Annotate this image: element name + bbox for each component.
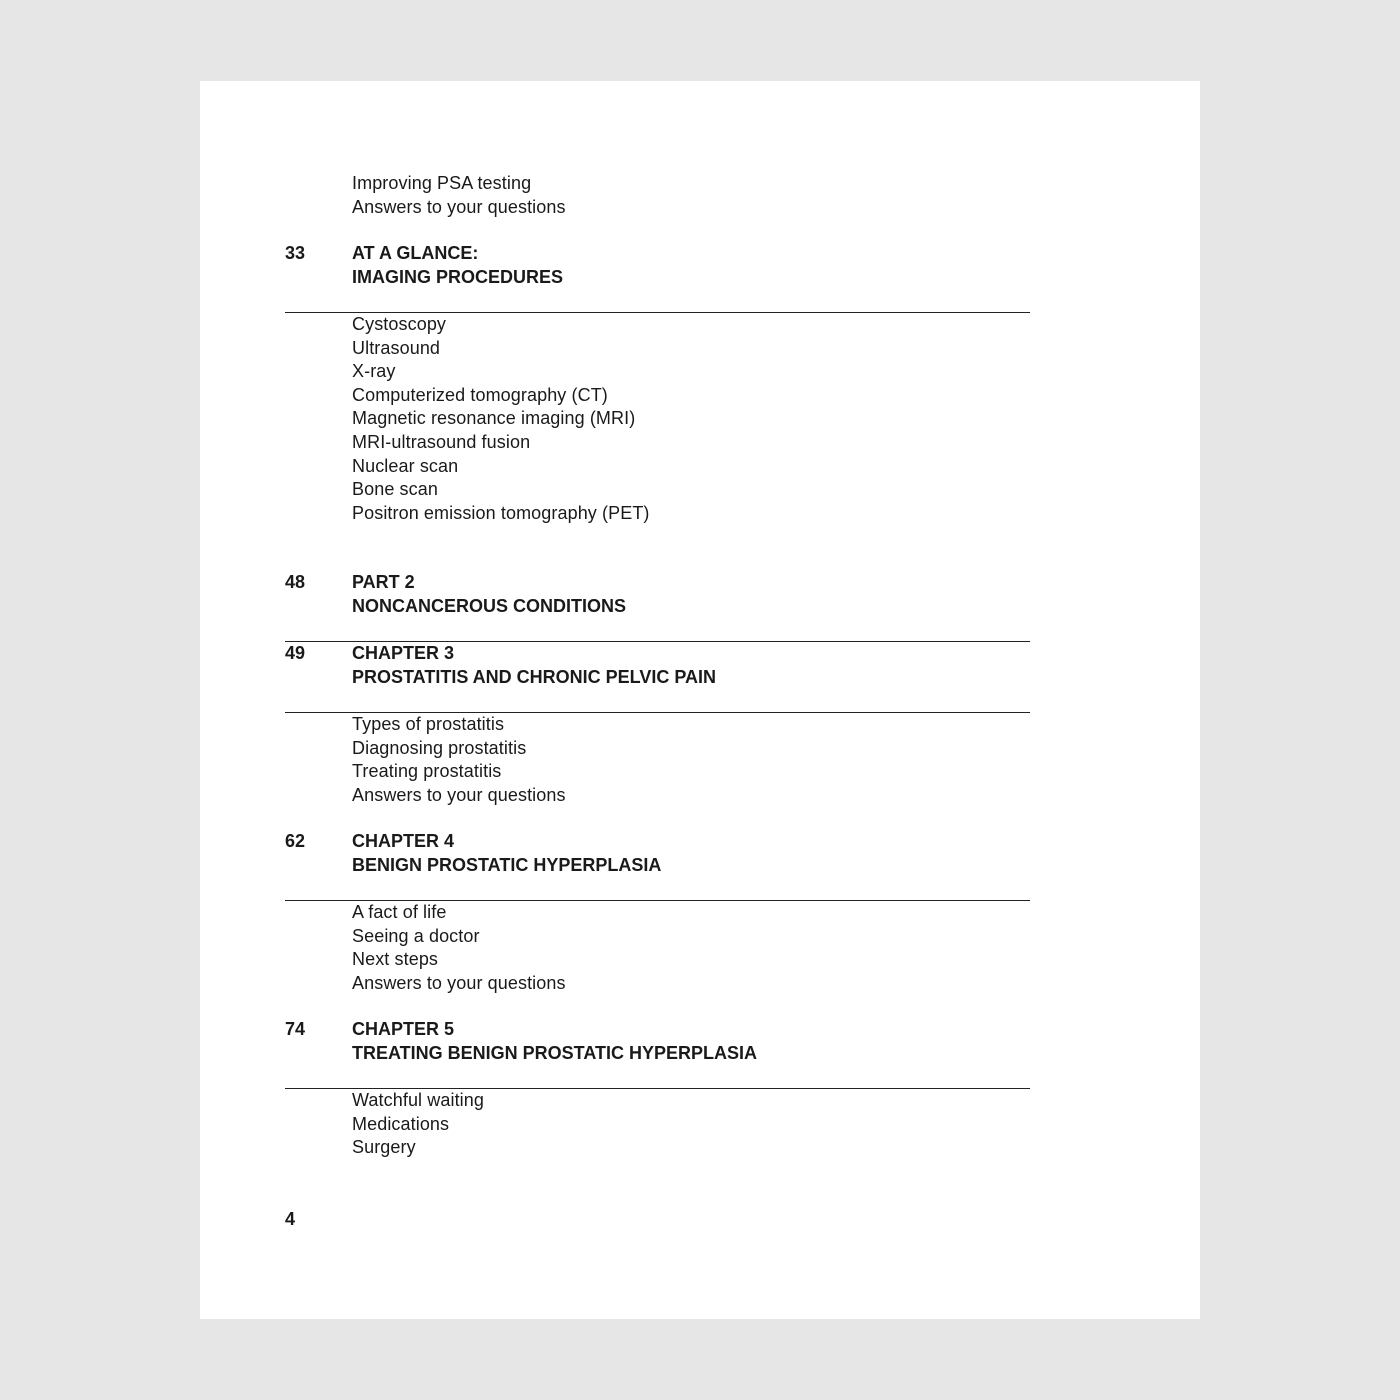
toc-page-number: 33 xyxy=(285,243,306,263)
book-page xyxy=(200,81,1200,1319)
toc-subentry: A fact of life xyxy=(352,902,447,922)
toc-subentry: MRI-ultrasound fusion xyxy=(352,431,531,452)
toc-heading-title: CHAPTER 5 TREATING BENIGN PROSTATIC HYPERPLASIA xyxy=(352,1019,758,1063)
toc-subentry: Diagnosing prostatitis xyxy=(352,737,527,758)
toc-subentry: Treating prostatitis xyxy=(352,761,502,782)
toc-heading-chapter-3 xyxy=(285,642,1030,713)
toc-heading-title: CHAPTER 3 PROSTATITIS AND CHRONIC PELVIC PAIN xyxy=(352,643,717,687)
toc-subentry: Nuclear scan xyxy=(352,455,459,476)
toc-subentry: Watchful waiting xyxy=(352,1090,484,1110)
intro-entry-list xyxy=(352,172,566,219)
imaging-entry-list xyxy=(352,313,650,525)
toc-subentry: X-ray xyxy=(352,361,396,382)
toc-heading-imaging xyxy=(285,242,1030,313)
page-number: 4 xyxy=(285,1209,296,1229)
toc-subentry: Ultrasound xyxy=(352,337,441,358)
toc-heading-chapter-5 xyxy=(285,1018,1030,1089)
toc-subentry: Answers to your questions xyxy=(352,972,566,993)
toc-heading-title: PART 2 NONCANCEROUS CONDITIONS xyxy=(352,572,627,616)
toc-subentry: Cystoscopy xyxy=(352,314,447,334)
toc-page-number: 48 xyxy=(285,572,306,592)
toc-page-number: 74 xyxy=(285,1019,306,1039)
toc-subentry: Surgery xyxy=(352,1137,416,1158)
toc-subentry: Positron emission tomography (PET) xyxy=(352,502,650,523)
toc-subentry: Medications xyxy=(352,1113,450,1134)
chapter-5-entry-list xyxy=(352,1089,484,1160)
toc-heading-title: AT A GLANCE: IMAGING PROCEDURES xyxy=(352,243,564,287)
toc-page-number: 62 xyxy=(285,831,306,851)
toc-subentry: Next steps xyxy=(352,949,439,970)
toc-subentry: Answers to your questions xyxy=(352,784,566,805)
toc-subentry: Computerized tomography (CT) xyxy=(352,384,608,405)
toc-heading-part-2 xyxy=(285,571,1030,642)
chapter-3-entry-list xyxy=(352,713,566,807)
toc-subentry: Bone scan xyxy=(352,479,438,500)
toc-heading-chapter-4 xyxy=(285,830,1030,901)
toc-subentry: Magnetic resonance imaging (MRI) xyxy=(352,408,636,429)
toc-subentry: Improving PSA testing xyxy=(352,173,532,193)
toc-subentry: Seeing a doctor xyxy=(352,925,480,946)
toc-subentry: Types of prostatitis xyxy=(352,714,505,734)
toc-page-number: 49 xyxy=(285,643,306,663)
chapter-4-entry-list xyxy=(352,901,566,995)
toc-subentry: Answers to your questions xyxy=(352,196,566,217)
toc-heading-title: CHAPTER 4 BENIGN PROSTATIC HYPERPLASIA xyxy=(352,831,662,875)
